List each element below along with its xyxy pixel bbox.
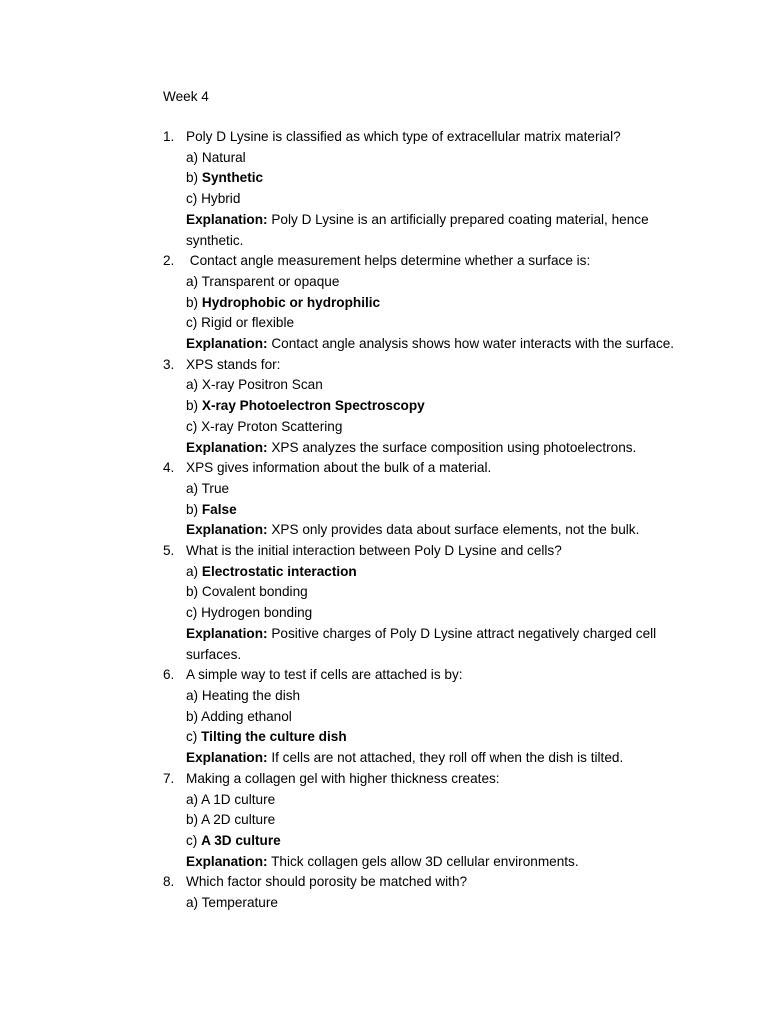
explanation-label: Explanation: bbox=[186, 211, 268, 227]
answer-option bbox=[186, 893, 683, 914]
option-prefix: c) bbox=[186, 418, 202, 434]
answer-option bbox=[186, 810, 683, 831]
option-text: Transparent or opaque bbox=[201, 273, 340, 289]
question-item bbox=[163, 665, 683, 769]
option-prefix: b) bbox=[186, 584, 202, 600]
option-text: X-ray Proton Scattering bbox=[201, 418, 343, 434]
answer-option bbox=[186, 189, 683, 210]
option-prefix: b) bbox=[186, 501, 202, 517]
option-text: Rigid or flexible bbox=[201, 315, 295, 331]
answer-option bbox=[186, 790, 683, 811]
option-text: False bbox=[201, 501, 237, 517]
explanation-text: Thick collagen gels allow 3D cellular environments. bbox=[267, 853, 579, 869]
explanation-text: Poly D Lysine is an artificially prepared coating material, hence synthetic. bbox=[186, 211, 649, 248]
question-stem: Contact angle measurement helps determine whether a surface is: bbox=[186, 253, 591, 269]
explanation-text: Positive charges of Poly D Lysine attract negatively charged cell surfaces. bbox=[186, 625, 657, 662]
question-stem: Making a collagen gel with higher thickness creates: bbox=[186, 770, 500, 786]
explanation bbox=[186, 210, 683, 251]
option-text: Electrostatic interaction bbox=[201, 563, 357, 579]
explanation-label: Explanation: bbox=[186, 522, 268, 538]
explanation-label: Explanation: bbox=[186, 750, 268, 766]
option-prefix: a) bbox=[186, 563, 202, 579]
question-number: 8. bbox=[163, 874, 175, 890]
question-number: 1. bbox=[163, 129, 175, 144]
option-prefix: b) bbox=[186, 812, 202, 828]
option-text: X-ray Photoelectron Spectroscopy bbox=[201, 398, 425, 414]
answer-option bbox=[186, 375, 683, 396]
question-item bbox=[163, 251, 683, 355]
option-text: X-ray Positron Scan bbox=[201, 377, 323, 393]
option-prefix: c) bbox=[186, 315, 202, 331]
explanation-label: Explanation: bbox=[186, 853, 268, 869]
question-stem: XPS stands for: bbox=[186, 356, 281, 372]
option-prefix: a) bbox=[186, 687, 202, 703]
option-prefix: b) bbox=[186, 398, 202, 414]
answer-option-correct bbox=[186, 831, 683, 852]
question-stem: A simple way to test if cells are attached is by: bbox=[186, 667, 463, 683]
option-prefix: b) bbox=[186, 708, 202, 724]
option-text: A 2D culture bbox=[201, 812, 276, 828]
answer-option bbox=[186, 603, 683, 624]
page-heading: Week 4 bbox=[163, 89, 209, 104]
answer-option bbox=[186, 417, 683, 438]
question-item bbox=[163, 458, 683, 541]
question-stem: XPS gives information about the bulk of a material. bbox=[186, 460, 492, 476]
option-prefix: c) bbox=[186, 729, 202, 745]
answer-option bbox=[186, 313, 683, 334]
answer-option-correct bbox=[186, 727, 683, 748]
answer-option bbox=[186, 148, 683, 169]
option-prefix: c) bbox=[186, 605, 202, 621]
question-number: 3. bbox=[163, 356, 175, 372]
option-text: Temperature bbox=[201, 895, 278, 911]
explanation bbox=[186, 334, 683, 355]
option-prefix: a) bbox=[186, 377, 202, 393]
explanation-label: Explanation: bbox=[186, 625, 268, 641]
question-item bbox=[163, 769, 683, 873]
question-list bbox=[163, 127, 683, 914]
explanation-label: Explanation: bbox=[186, 439, 268, 455]
option-text: Natural bbox=[201, 149, 246, 165]
option-text: A 3D culture bbox=[201, 832, 281, 848]
answer-option bbox=[186, 272, 683, 293]
answer-option bbox=[186, 582, 683, 603]
option-prefix: a) bbox=[186, 480, 202, 496]
option-text: Covalent bonding bbox=[201, 584, 308, 600]
option-prefix: a) bbox=[186, 895, 202, 911]
question-item bbox=[163, 127, 683, 251]
option-prefix: c) bbox=[186, 832, 202, 848]
option-prefix: a) bbox=[186, 273, 202, 289]
answer-option bbox=[186, 707, 683, 728]
option-text: Synthetic bbox=[201, 170, 264, 186]
option-prefix: c) bbox=[186, 191, 202, 207]
explanation-label: Explanation: bbox=[186, 336, 268, 352]
option-prefix: b) bbox=[186, 170, 202, 186]
answer-option-correct bbox=[186, 168, 683, 189]
option-prefix: a) bbox=[186, 149, 202, 165]
answer-option bbox=[186, 686, 683, 707]
option-text: Heating the dish bbox=[201, 687, 301, 703]
answer-option bbox=[186, 479, 683, 500]
question-number: 7. bbox=[163, 770, 175, 786]
option-text: Hydrophobic or hydrophilic bbox=[201, 294, 381, 310]
explanation bbox=[186, 748, 683, 769]
explanation-text: XPS analyzes the surface composition using photoelectrons. bbox=[267, 439, 637, 455]
question-item bbox=[163, 541, 683, 665]
question-item bbox=[163, 355, 683, 459]
option-text: Tilting the culture dish bbox=[201, 729, 347, 745]
answer-option-correct bbox=[186, 396, 683, 417]
explanation-text: Contact angle analysis shows how water interacts with the surface. bbox=[267, 336, 675, 352]
option-text: Adding ethanol bbox=[201, 708, 292, 724]
question-item bbox=[163, 872, 683, 913]
option-text: Hydrogen bonding bbox=[201, 605, 313, 621]
question-stem: What is the initial interaction between Poly D Lysine and cells? bbox=[186, 543, 562, 559]
option-prefix: a) bbox=[186, 791, 202, 807]
option-text: Hybrid bbox=[201, 191, 241, 207]
option-prefix: b) bbox=[186, 294, 202, 310]
answer-option-correct bbox=[186, 500, 683, 521]
question-stem: Which factor should porosity be matched with? bbox=[186, 874, 468, 890]
question-number: 6. bbox=[163, 667, 175, 683]
question-number: 4. bbox=[163, 460, 175, 476]
explanation bbox=[186, 520, 683, 541]
explanation bbox=[186, 438, 683, 459]
explanation-text: If cells are not attached, they roll off when the dish is tilted. bbox=[267, 750, 624, 766]
explanation-text: XPS only provides data about surface elements, not the bulk. bbox=[267, 522, 640, 538]
explanation bbox=[186, 852, 683, 873]
question-stem: Poly D Lysine is classified as which type of extracellular matrix material? bbox=[186, 129, 621, 144]
option-text: True bbox=[201, 480, 230, 496]
question-number: 5. bbox=[163, 543, 175, 559]
question-number: 2. bbox=[163, 253, 175, 269]
option-text: A 1D culture bbox=[201, 791, 276, 807]
answer-option-correct bbox=[186, 562, 683, 583]
explanation bbox=[186, 624, 683, 665]
answer-option-correct bbox=[186, 293, 683, 314]
